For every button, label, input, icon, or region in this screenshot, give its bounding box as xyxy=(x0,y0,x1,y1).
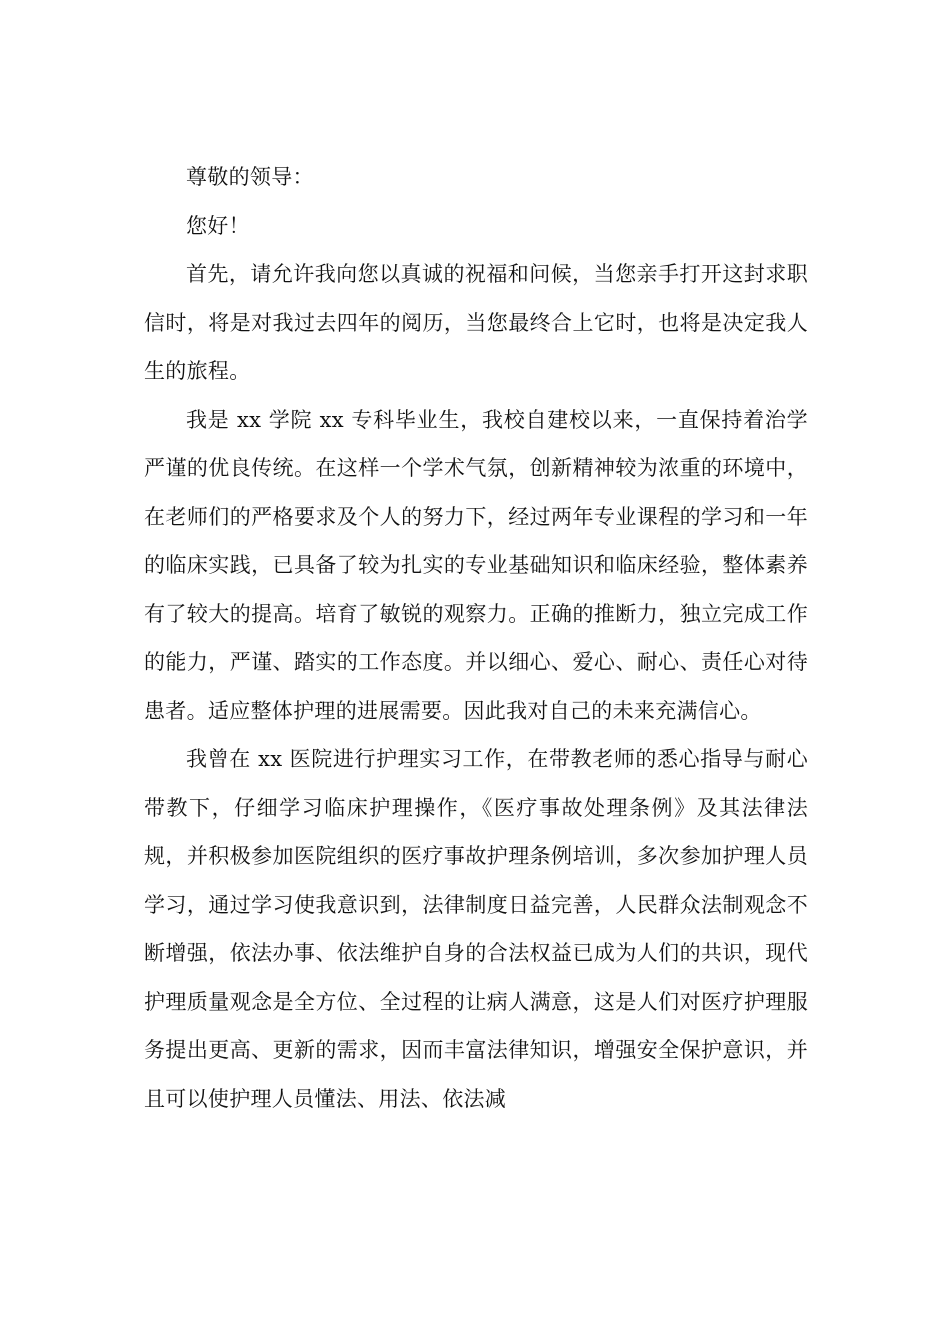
greeting: 您好！ xyxy=(186,213,250,238)
paragraph-intro: 首先，请允许我向您以真诚的祝福和问候，当您亲手打开这封求职信时，将是对我过去四年的阅历，当您最终合上它时，也将是决定我人生的旅程。 xyxy=(144,262,808,383)
paragraph-internship: 我曾在 xx 医院进行护理实习工作，在带教老师的悉心指导与耐心带教下，仔细学习临床护理操作，《医疗事故处理条例》及其法律法规，并积极参加医院组织的医疗事故护理条例培训，多次参加护理人员学习，通过学习使我意识到，法律制度日益完善，人民群众法制观念不断增强，依法办事、依法维护自身的合法权益已成为人们的共识，现代护理质量观念是全方位、全过程的让病人满意，这是人们对医疗护理服务提出更高、更新的需求，因而丰富法律知识，增强安全保护意识，并且可以使护理人员懂法、用法、依法减 xyxy=(144,747,808,1111)
salutation: 尊敬的领导： xyxy=(186,165,314,189)
paragraph-education: 我是 xx 学院 xx 专科毕业生，我校自建校以来，一直保持着治学严谨的优良传统。在这样一个学术气氛，创新精神较为浓重的环境中，在老师们的严格要求及个人的努力下，经过两年专业课程的学习和一年的临床实践，已具备了较为扎实的专业基础知识和临床经验，整体素养有了较大的提高。培育了敏锐的观察力。正确的推断力，独立完成工作的能力，严谨、踏实的工作态度。并以细心、爱心、耐心、责任心对待患者。适应整体护理的进展需要。因此我对自己的未来充满信心。 xyxy=(144,407,808,723)
letter-body xyxy=(144,153,808,1123)
